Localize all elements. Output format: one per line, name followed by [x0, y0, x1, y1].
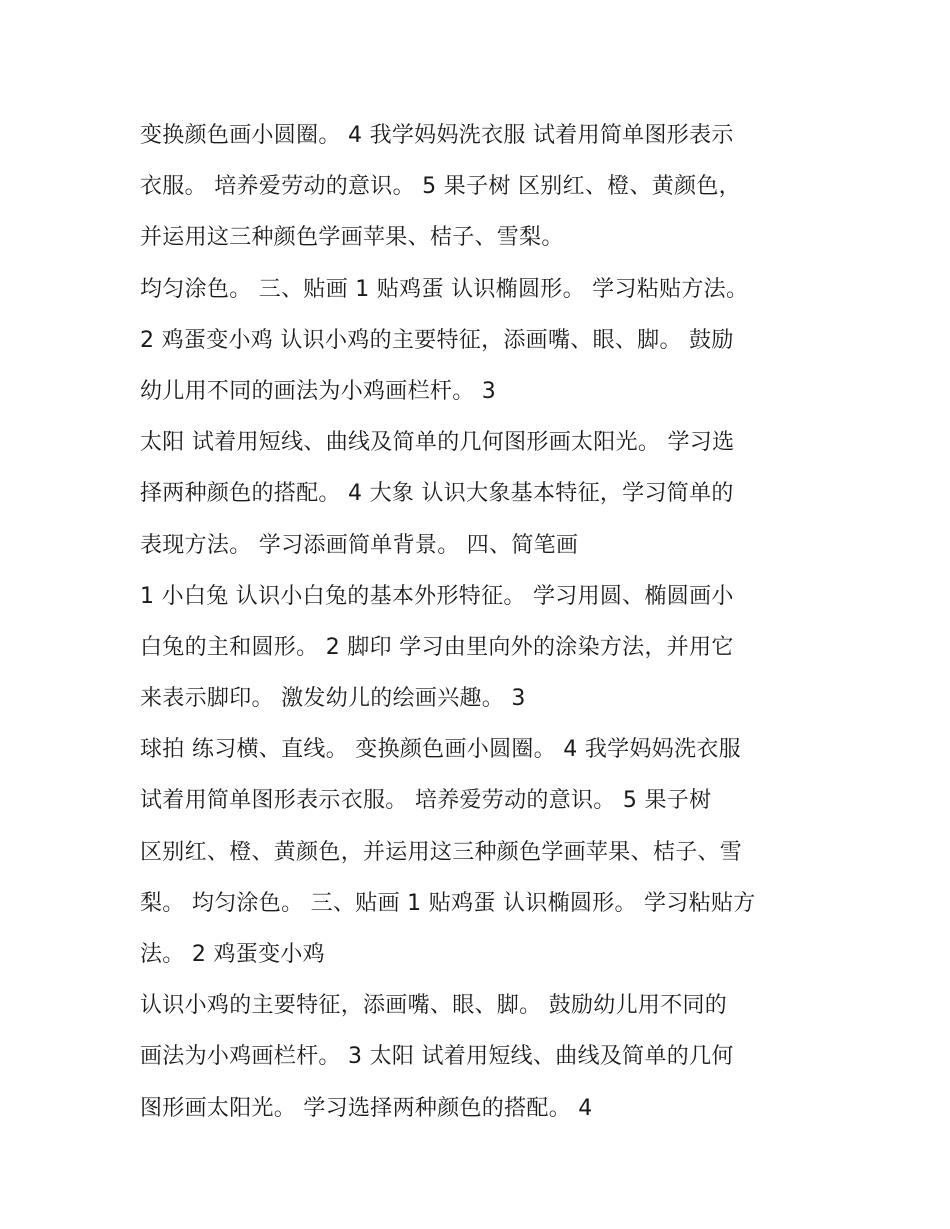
- text-line: 并运用这三种颜色学画苹果、桔子、雪梨。: [140, 225, 564, 251]
- text-line: 变换颜色画小圆圈。 4 我学妈妈洗衣服 试着用简单图形表示: [140, 123, 734, 148]
- text-line: 画法为小鸡画栏杆。 3 太阳 试着用短线、曲线及简单的几何: [140, 1044, 734, 1070]
- text-line: 区别红、橙、黄颜色，并运用这三种颜色学画苹果、桔子、雪: [140, 839, 743, 865]
- text-line: 白兔的主和圆形。 2 脚印 学习由里向外的涂染方法，并用它: [140, 634, 734, 660]
- text-line: 均匀涂色。 三、贴画 1 贴鸡蛋 认识椭圆形。 学习粘贴方法。: [140, 276, 749, 302]
- text-line: 择两种颜色的搭配。 4 大象 认识大象基本特征，学习简单的: [140, 481, 734, 507]
- text-line: 梨。 均匀涂色。 三、贴画 1 贴鸡蛋 认识椭圆形。 学习粘贴方: [140, 890, 756, 916]
- text-line: 来表示脚印。 激发幼儿的绘画兴趣。 3: [140, 686, 526, 712]
- text-line: 表现方法。 学习添画简单背景。 四、简笔画: [140, 532, 579, 558]
- text-line: 球拍 练习横、直线。 变换颜色画小圆圈。 4 我学妈妈洗衣服: [140, 737, 741, 763]
- text-line: 图形画太阳光。 学习选择两种颜色的搭配。 4: [140, 1095, 593, 1121]
- text-line: 2 鸡蛋变小鸡 认识小鸡的主要特征，添画嘴、眼、脚。 鼓励: [140, 327, 734, 353]
- text-line: 太阳 试着用短线、曲线及简单的几何图形画太阳光。 学习选: [140, 430, 735, 456]
- text-line: 1 小白兔 认识小白兔的基本外形特征。 学习用圆、椭圆画小: [140, 583, 734, 609]
- text-line: 认识小鸡的主要特征，添画嘴、眼、脚。 鼓励幼儿用不同的: [140, 993, 728, 1019]
- text-line: 试着用简单图形表示衣服。 培养爱劳动的意识。 5 果子树: [140, 788, 712, 814]
- text-line: 法。 2 鸡蛋变小鸡: [140, 942, 325, 967]
- text-line: 衣服。 培养爱劳动的意识。 5 果子树 区别红、橙、黄颜色，: [140, 174, 741, 200]
- text-line: 幼儿用不同的画法为小鸡画栏杆。 3: [140, 378, 497, 404]
- body-text: [140, 110, 840, 1134]
